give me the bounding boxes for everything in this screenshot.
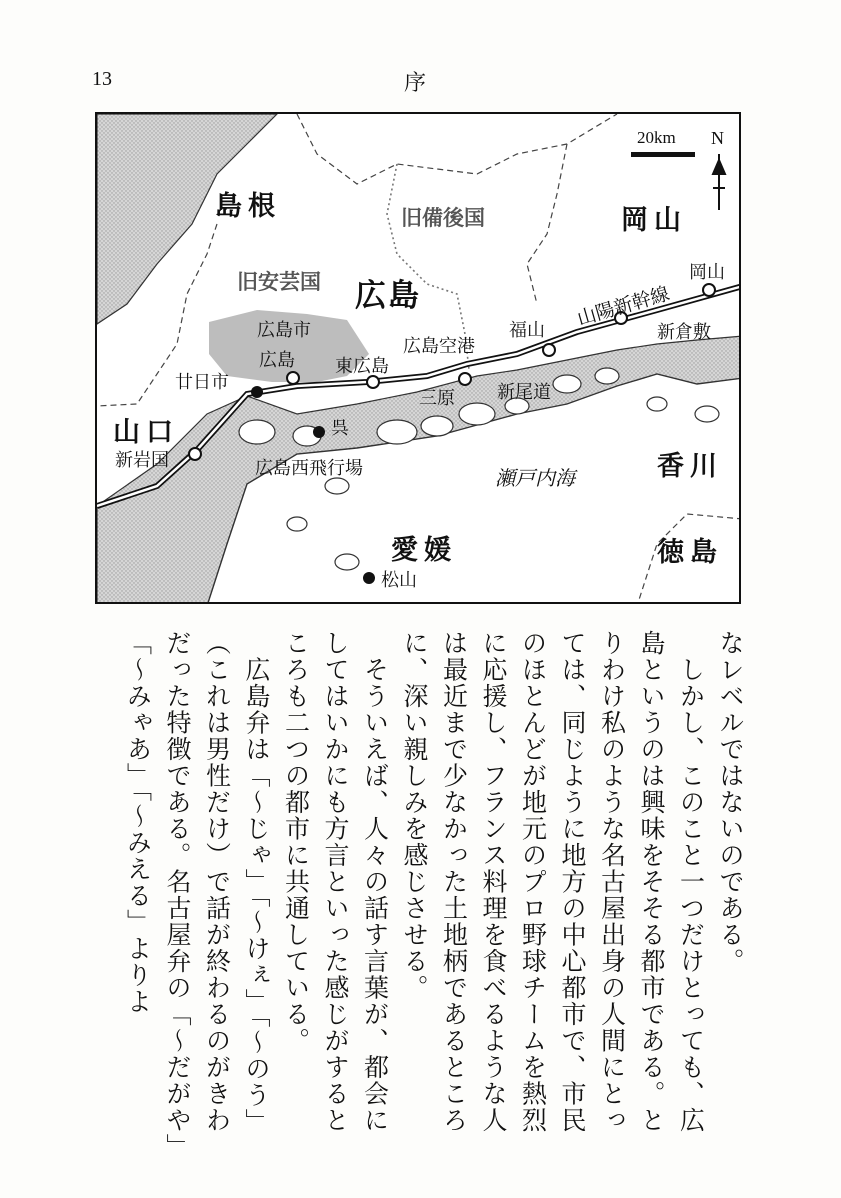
- label-okayama-station: 岡山: [689, 262, 725, 283]
- label-tokushima: 徳島: [657, 537, 723, 568]
- section-title: 序: [404, 71, 427, 96]
- paragraph: しかし、このこと一つだけとっても、広島というのは興味をそそる都市である。とりわけ私のような名古屋出身の人間にとっては、同じように地方の中心都市で、市民のほとんどが地元のプロ野球チームを熱烈に応援し、フランス料理を食べるような人は最近まで少なかった土地柄であるところに、深い親しみを感じさせる。: [400, 630, 706, 1134]
- label-mihara: 三原: [419, 388, 455, 409]
- label-okayama: 岡山: [621, 205, 687, 236]
- regional-map: [95, 112, 741, 604]
- label-fukuyama: 福山: [509, 320, 545, 341]
- north-arrow: [713, 154, 725, 210]
- label-hatsukaichi: 廿日市: [175, 372, 229, 393]
- paragraph: そういえば、人々の話す言葉が、都会にしてはいかにも方言といった感じがするところも二つの都市に共通している。: [281, 630, 390, 1134]
- label-matsuyama: 松山: [381, 570, 417, 591]
- label-old-aki: 旧安芸国: [237, 270, 321, 294]
- page-header: [0, 62, 841, 96]
- body-text: [90, 630, 750, 1150]
- label-kure: 呉: [331, 418, 349, 439]
- label-old-bingo: 旧備後国: [401, 206, 485, 230]
- scale-label: 20km: [637, 128, 676, 147]
- label-hiroshima-airport: 広島空港: [403, 336, 475, 357]
- north-label: N: [711, 128, 724, 148]
- label-kagawa: 香川: [657, 451, 723, 482]
- label-sanyo-shinkansen: 山陽新幹線: [574, 282, 673, 331]
- label-shimane: 島根: [215, 191, 281, 222]
- paragraph: 広島弁は「〜じゃ」「〜けぇ」「〜のう」（これは男性だけ）で話が終わるのがきわだった特徴である。名古屋弁の「〜だがや」「〜みゃあ」「〜みえる」よりよ: [123, 630, 271, 1148]
- paragraph: なレベルではないのである。: [716, 630, 745, 975]
- label-hiroshima-prefecture: 広島: [355, 278, 421, 314]
- label-hiroshima-city: 広島市: [257, 320, 311, 341]
- page-number: 13: [92, 68, 112, 90]
- label-hiroshima-station: 広島: [259, 350, 295, 371]
- label-yamaguchi: 山口: [113, 417, 179, 448]
- label-ehime: 愛媛: [391, 535, 457, 566]
- label-seto-inland-sea: 瀬戸内海: [495, 466, 575, 490]
- label-shin-onomichi: 新尾道: [497, 382, 551, 403]
- scale-bar: [631, 152, 695, 157]
- label-higashihiroshima: 東広島: [335, 356, 389, 377]
- label-shin-kurashiki: 新倉敷: [657, 322, 711, 343]
- label-nishi-airport: 広島西飛行場: [255, 458, 363, 479]
- label-shin-iwakuni: 新岩国: [115, 450, 169, 471]
